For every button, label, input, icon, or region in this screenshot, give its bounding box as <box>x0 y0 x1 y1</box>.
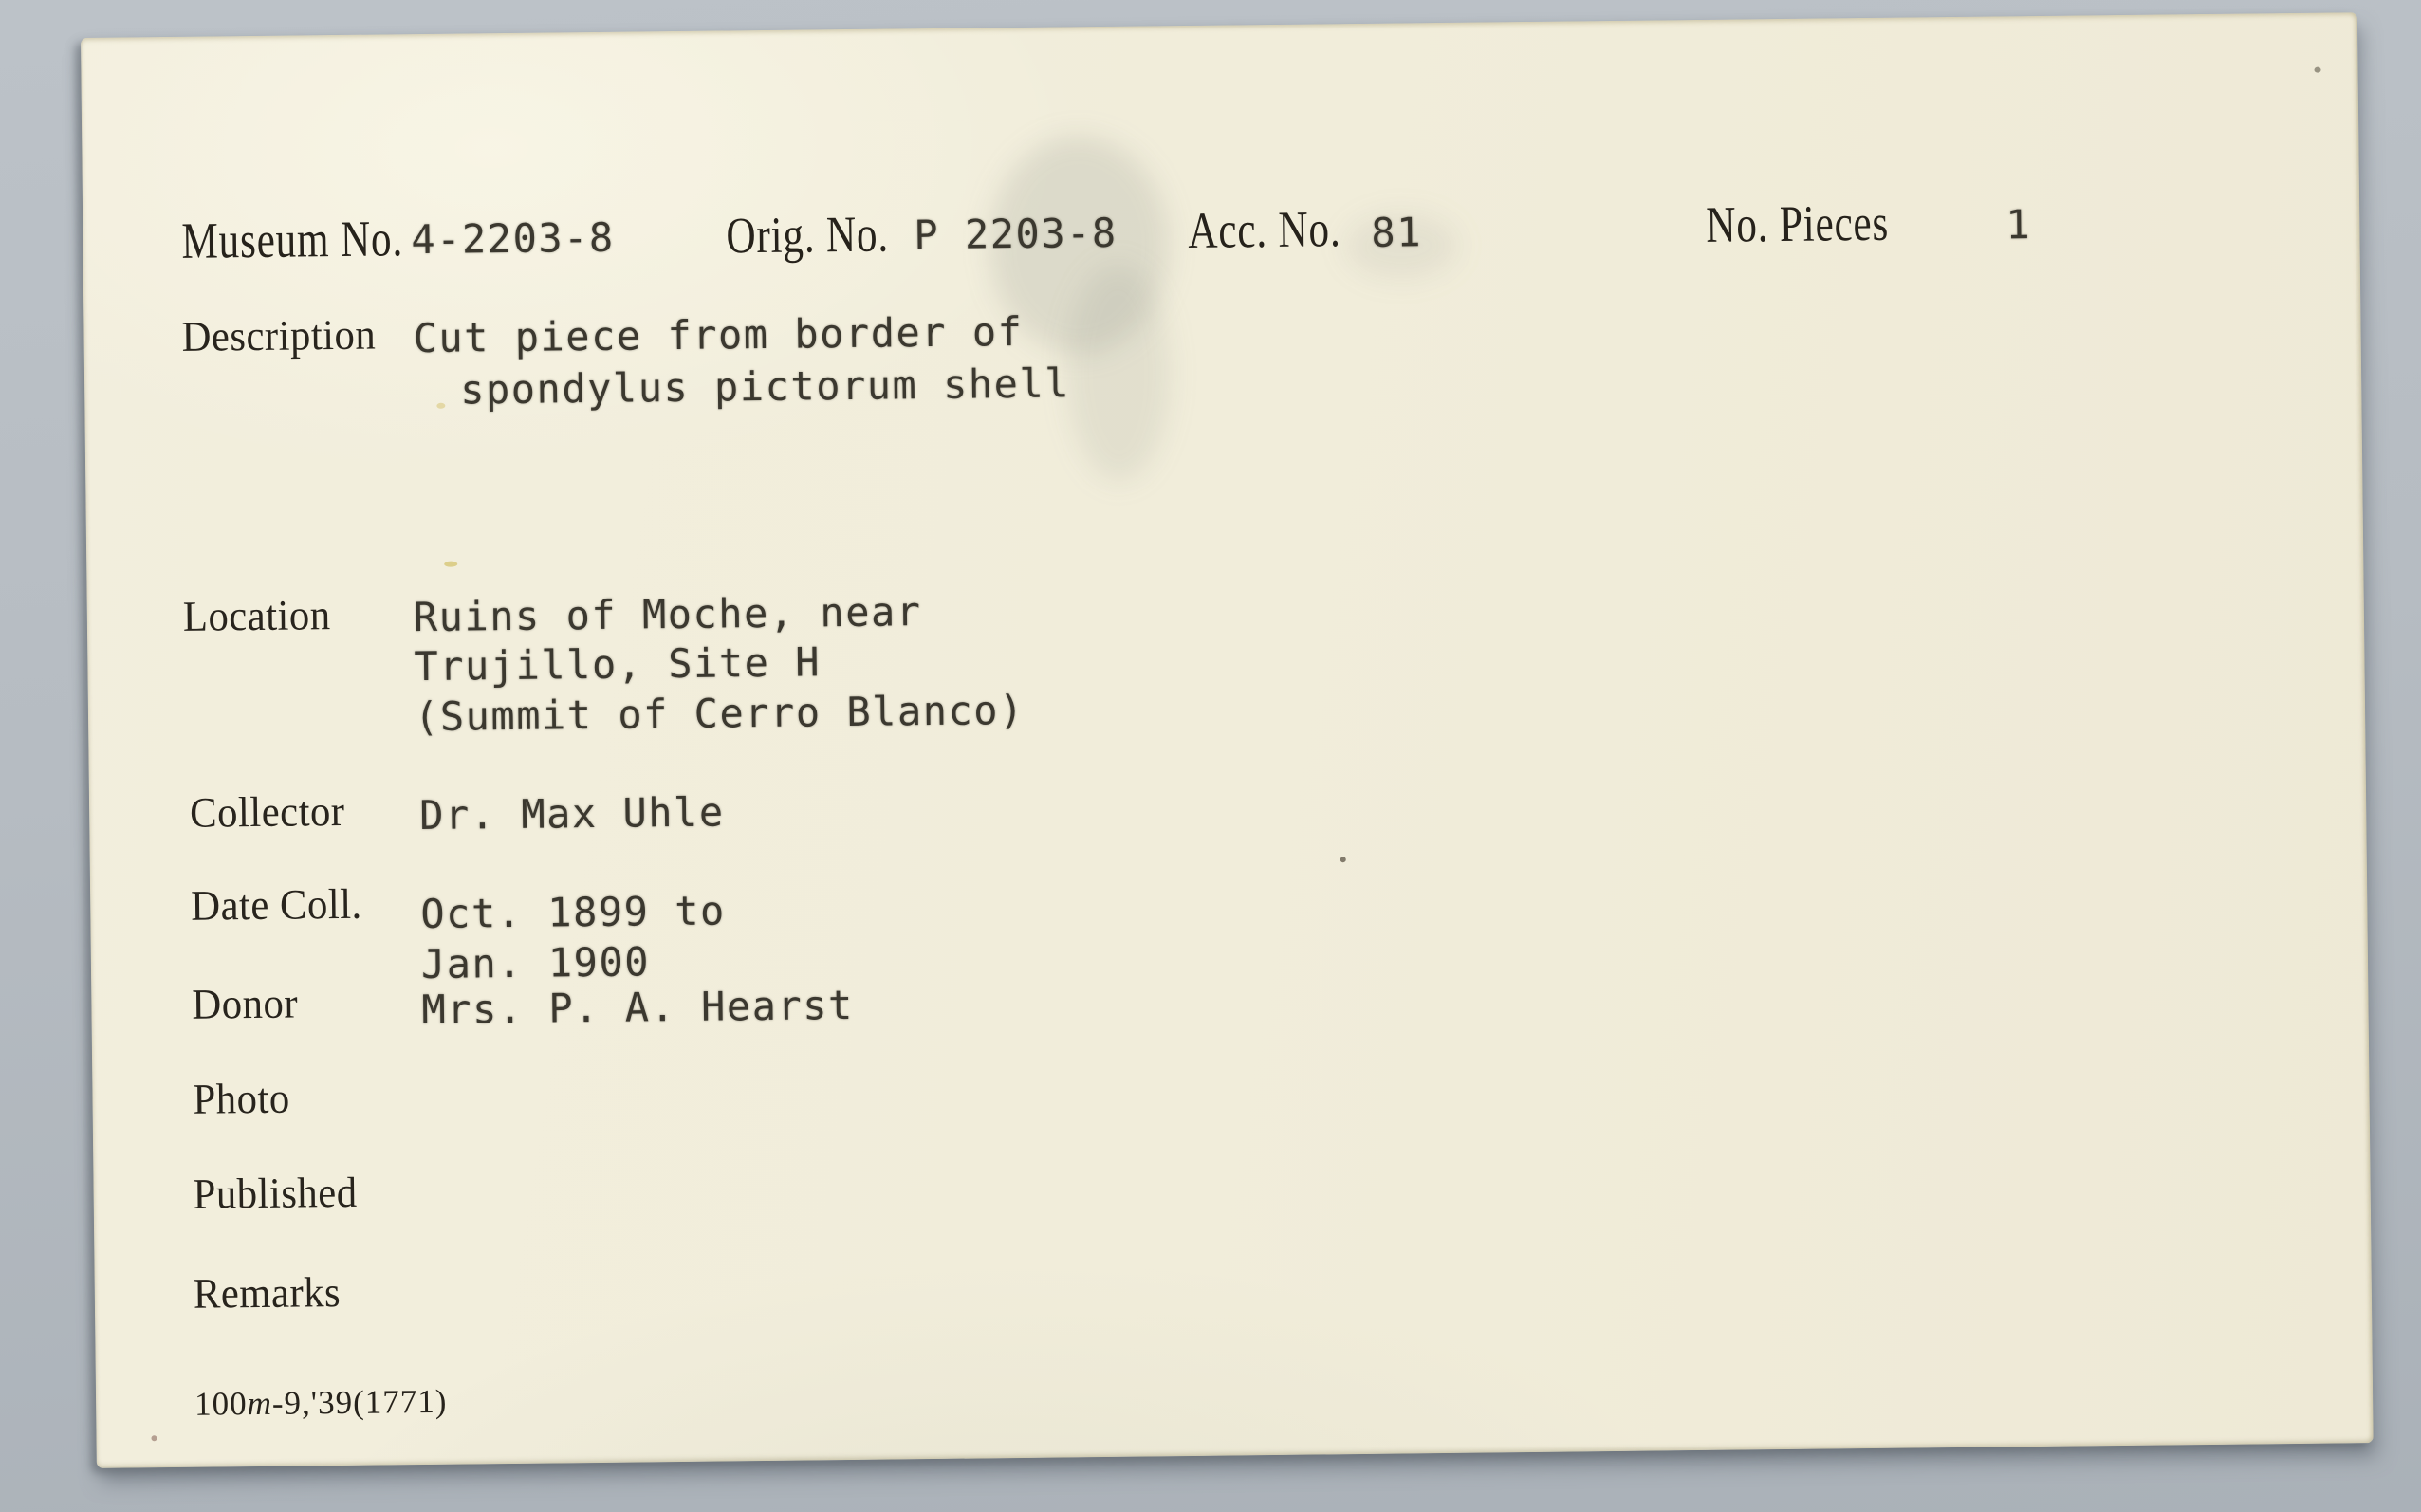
catalog-card <box>81 12 2374 1468</box>
form-number-suffix: -9,'39(1771) <box>271 1382 448 1422</box>
collector-value: Dr. Max Uhle <box>418 788 725 839</box>
form-number-italic: m <box>247 1384 273 1423</box>
photo-label: Photo <box>193 1074 290 1123</box>
collector-label: Collector <box>189 786 345 837</box>
museum-no-value: 4-2203-8 <box>411 213 615 264</box>
location-label: Location <box>182 591 331 640</box>
date-coll-label: Date Coll. <box>190 879 362 930</box>
description-value-line2: spondylus pictorum shell <box>459 360 1071 414</box>
date-coll-value-line1: Oct. 1899 to <box>420 887 727 938</box>
orig-no-label: Orig. No. <box>726 205 890 265</box>
remarks-label: Remarks <box>193 1268 342 1318</box>
paper-speck <box>151 1435 157 1441</box>
location-value-line3: (Summit of Cerro Blanco) <box>414 686 1026 741</box>
paper-speck <box>436 403 445 409</box>
no-pieces-value: 1 <box>2005 201 2032 249</box>
paper-speck <box>444 562 457 567</box>
location-value-line2: Trujillo, Site H <box>414 638 822 691</box>
location-value-line1: Ruins of Moche, near <box>413 588 922 641</box>
acc-no-label: Acc. No. <box>1188 200 1341 259</box>
acc-no-value: 81 <box>1371 209 1423 256</box>
form-number <box>194 1382 448 1423</box>
paper-speck <box>2314 67 2320 73</box>
description-value-line1: Cut piece from border of <box>413 307 1024 362</box>
museum-no-label: Museum No. <box>181 210 404 269</box>
paper-speck <box>1340 857 1346 862</box>
date-coll-value-line2: Jan. 1900 <box>420 938 651 988</box>
description-label: Description <box>181 310 377 360</box>
donor-value: Mrs. P. A. Hearst <box>421 981 855 1034</box>
form-number-prefix: 100 <box>194 1385 248 1423</box>
no-pieces-label: No. Pieces <box>1705 194 1890 253</box>
orig-no-value: P 2203-8 <box>914 209 1118 259</box>
donor-label: Donor <box>192 979 299 1028</box>
published-label: Published <box>193 1168 358 1218</box>
